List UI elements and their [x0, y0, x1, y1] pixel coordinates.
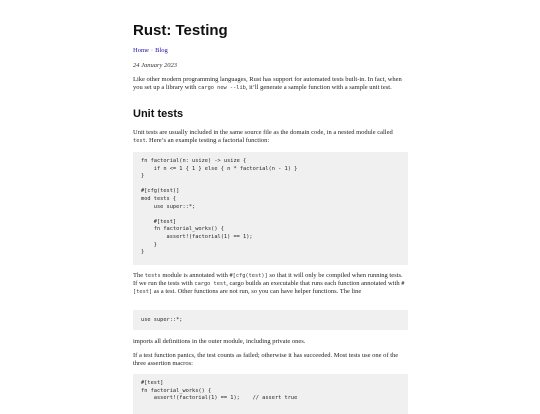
code-line: #[test]	[141, 218, 177, 225]
code-line: fn factorial_works() {	[141, 226, 224, 233]
code-line: }	[141, 249, 145, 256]
nav-separator: ·	[150, 47, 154, 54]
code-line: }	[141, 173, 145, 180]
unit-tests-paragraph	[133, 129, 408, 145]
intro-paragraph	[133, 76, 408, 92]
code-line: #[cfg(test)]	[141, 188, 180, 195]
intro-code: cargo new --lib	[198, 85, 246, 92]
breadcrumb	[133, 47, 168, 54]
code-line: assert!(factorial(1) == 1);	[141, 233, 253, 240]
unit-code: test	[133, 138, 146, 145]
tests-code-3: cargo test	[194, 281, 227, 288]
code-block-assertions	[133, 374, 408, 414]
code-line: #[test]	[141, 380, 164, 386]
code-line: fn factorial_works() {	[141, 387, 212, 394]
code-block-factorial	[133, 152, 408, 265]
tests-code-1: tests	[144, 273, 161, 279]
imports-paragraph: imports all definitions in the outer module, including private ones.	[133, 338, 306, 345]
page-title: Rust: Testing	[133, 22, 228, 39]
code-line: use super::*;	[141, 203, 196, 210]
unit-text-1: Unit tests are usually included in the same source file as the domain code, in a nested module called	[133, 129, 393, 136]
panic-paragraph: If a test function panics, the test counts as failed; otherwise it has succeeded. Most tests use one of the three assertion macros:	[133, 352, 399, 368]
code-line	[141, 181, 400, 189]
code-line: if n <= 1 { 1 } else { n * factorial(n - 1) }	[141, 165, 298, 172]
home-link[interactable]: Home	[133, 47, 149, 54]
tests-code-2: #[cfg(test)]	[229, 273, 268, 279]
tests-code-4: #[test]	[133, 281, 405, 296]
code-block-use-super	[133, 310, 408, 330]
code-line: }	[141, 241, 157, 248]
section-heading: Unit tests	[133, 108, 184, 120]
code-line	[141, 211, 400, 219]
code-line: fn factorial(n: usize) -> usize {	[141, 158, 247, 164]
post-date: 24 January 2023	[133, 62, 178, 69]
code-line: mod tests {	[141, 195, 177, 202]
intro-text-1: Like other modern programming languages, Rust has support for automated tests built-in. In fact, when you set up a library with	[133, 76, 402, 92]
tests-text-5: as a test. Other functions are not run, so you can have helper functions. The line	[152, 288, 362, 296]
intro-text-2: , it’ll generate a sample function with a sample unit test.	[245, 84, 392, 92]
code-line: use super::*;	[141, 316, 183, 323]
code-line: assert!(factorial(1) == 1); // assert true	[141, 395, 298, 402]
blog-link[interactable]: Blog	[155, 47, 168, 54]
tests-text-2: module is annotated with	[160, 272, 230, 279]
unit-text-2: . Here’s an example testing a factorial function:	[145, 137, 270, 145]
tests-text-3: so that it will only be compiled when running tests. If we run the tests with	[133, 272, 403, 288]
tests-module-paragraph	[133, 272, 408, 296]
tests-text-4: , cargo builds an executable that runs each function annotated with	[226, 280, 402, 288]
tests-text-1: The	[133, 272, 145, 279]
